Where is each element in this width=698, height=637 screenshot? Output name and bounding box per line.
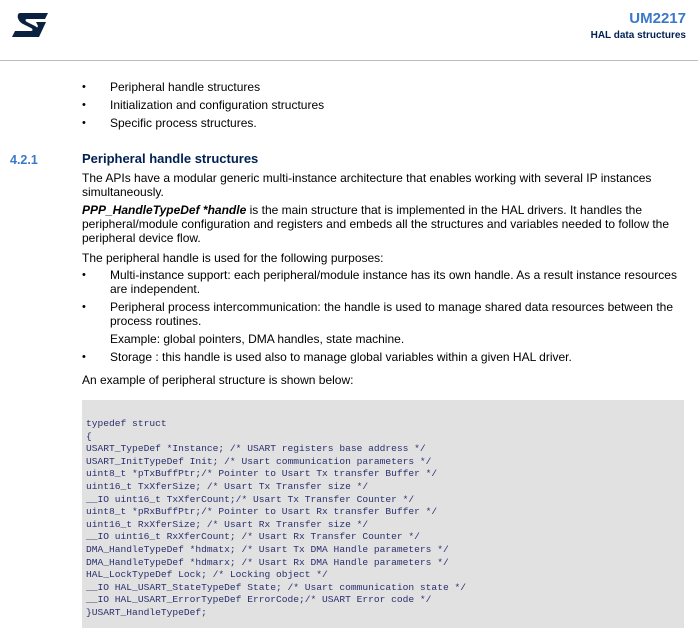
list-item-text: Multi-instance support: each peripheral/module instance has its own handle. As a result instance resources are independent. (110, 268, 677, 296)
code-line: }USART_HandleTypeDef; (86, 606, 207, 618)
section-title: Peripheral handle structures (82, 151, 259, 166)
code-line: typedef struct (86, 418, 167, 429)
list-item (82, 350, 688, 364)
paragraph-handle-text: is the main structure that is implemented in the HAL drivers. It handles the peripheral/module configuration and registers and embeds all the structures and variables needed to follow the peripheral device flow. (82, 203, 670, 245)
list-item-text: Storage : this handle is used also to manage global variables within a given HAL driver. (110, 350, 572, 364)
code-line: __IO uint16_t RxXferCount; /* Usart Rx Transfer Counter */ (86, 531, 420, 543)
st-logo-icon (10, 10, 50, 40)
paragraph-architecture: The APIs have a modular generic multi-instance architecture that enables working with several IP instances simultaneously. (82, 171, 652, 199)
code-listing (86, 418, 466, 620)
code-line: DMA_HandleTypeDef *hdmarx; /* Usart Rx DMA Handle parameters */ (86, 556, 449, 568)
handle-type-name: PPP_HandleTypeDef *handle (82, 203, 247, 217)
code-line: uint16_t TxXferSize; /* Usart Tx Transfer size */ (86, 480, 369, 492)
document-id: UM2217 (629, 10, 686, 27)
code-line: DMA_HandleTypeDef *hdmatx; /* Usart Tx DMA Handle parameters */ (86, 543, 449, 555)
code-line: USART_TypeDef *Instance; /* USART registers base address */ (86, 443, 426, 455)
code-example-block (82, 400, 684, 628)
list-item-example: Example: global pointers, DMA handles, state machine. (110, 332, 405, 346)
code-line: uint16_t RxXferSize; /* Usart Rx Transfer size */ (86, 518, 369, 530)
list-item: • Peripheral handle structures (82, 80, 324, 94)
code-line: __IO HAL_USART_ErrorTypeDef ErrorCode;/* USART Error code */ (86, 594, 432, 606)
header-section-title: HAL data structures (590, 30, 686, 41)
section-number: 4.2.1 (10, 153, 38, 167)
code-line: __IO uint16_t TxXferCount;/* Usart Tx Transfer Counter */ (86, 493, 415, 505)
paragraph-example-intro: An example of peripheral structure is shown below: (82, 373, 354, 387)
list-item (82, 268, 688, 296)
purposes-list (82, 268, 688, 368)
paragraph-handle (82, 203, 682, 245)
header-divider (0, 60, 698, 61)
code-line: USART_InitTypeDef Init; /* Usart communication parameters */ (86, 455, 432, 467)
structure-types-list (82, 80, 324, 134)
list-item-text: Peripheral process intercommunication: the handle is used to manage shared data resources between the process routines. (110, 300, 673, 328)
code-line: __IO HAL_USART_StateTypeDef State; /* Usart communication state */ (86, 581, 466, 593)
list-item (82, 300, 688, 346)
code-line: uint8_t *pRxBuffPtr;/* Pointer to Usart Rx transfer Buffer */ (86, 506, 438, 518)
list-item: • Initialization and configuration structures (82, 98, 324, 112)
paragraph-purposes-intro: The peripheral handle is used for the following purposes: (82, 251, 384, 265)
code-line: uint8_t *pTxBuffPtr;/* Pointer to Usart Tx transfer Buffer */ (86, 468, 438, 480)
list-item: • Specific process structures. (82, 116, 324, 130)
code-line: { (86, 430, 92, 442)
code-line: HAL_LockTypeDef Lock; /* Locking object */ (86, 569, 328, 581)
